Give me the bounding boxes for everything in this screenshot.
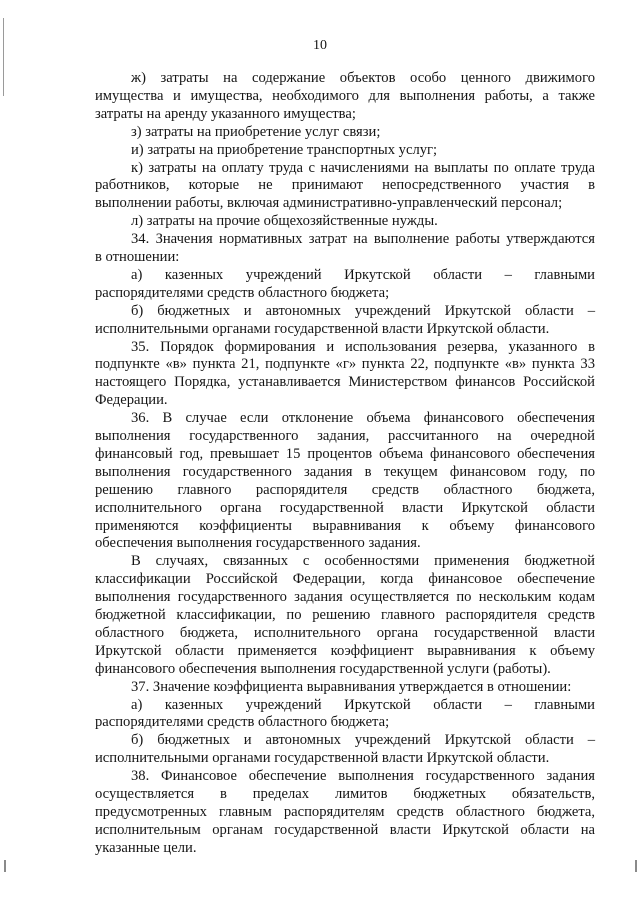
text-line: классификации Российской Федерации, когда финансовое обеспечение: [95, 571, 595, 588]
text-line: 35. Порядок формирования и использования резерва, указанного в: [131, 338, 595, 355]
text-line: л) затраты на прочие общехозяйственные нужды.: [131, 213, 438, 230]
text-line: ж) затраты на содержание объектов особо ценного движимого: [131, 70, 595, 86]
text-line: исполнительного органа государственной власти Иркутской области: [95, 499, 595, 516]
text-line: Иркутской области применяется коэффициент выравнивания к объему: [95, 642, 595, 659]
text-line: з) затраты на приобретение услуг связи;: [131, 123, 381, 140]
text-line: распорядителями средств областного бюджета;: [95, 284, 390, 301]
text-line: выполнения государственного задания, рассчитанного на очередной: [95, 428, 595, 444]
text-line: 37. Значение коэффициента выравнивания утверждается в отношении:: [131, 678, 572, 695]
text-line: 36. В случае если отклонение объема финансового обеспечения: [131, 410, 595, 427]
text-line: к) затраты на оплату труда с начислениями на выплаты по оплате труда: [131, 159, 595, 176]
text-line: работников, которые не принимают непосредственного участия в: [95, 177, 595, 194]
scan-edge-mark-left: [4, 860, 6, 872]
text-line: б) бюджетных и автономных учреждений Иркутской области –: [131, 302, 595, 319]
text-line: финансовый год, превышает 15 процентов объема финансового обеспечения: [95, 445, 595, 462]
text-line: выполнения государственного задания осуществляется по нескольким кодам: [95, 589, 595, 606]
text-line: затраты на аренду указанного имущества;: [95, 105, 356, 122]
text-line: а) казенных учреждений Иркутской области – главными: [131, 696, 595, 713]
text-line: решению главного распорядителя средств областного бюджета,: [95, 481, 595, 498]
text-line: имущества и имущества, необходимого для выполнения работы, а также: [95, 87, 595, 104]
page-number: 10: [313, 38, 327, 53]
text-line: обеспечения выполнения государственного задания.: [95, 535, 421, 552]
text-line: осуществляется в пределах лимитов бюджетных обязательств,: [95, 786, 595, 802]
text-line: исполнительным органам государственной власти Иркутской области на: [95, 821, 595, 838]
scan-edge-mark-right: [635, 860, 637, 872]
text-line: В случаях, связанных с особенностями применения бюджетной: [131, 553, 595, 570]
text-line: предусмотренных главным распорядителям средств областного бюджета,: [95, 803, 595, 820]
text-line: настоящего Порядка, устанавливается Министерством финансов Российской: [95, 374, 595, 391]
scan-edge-line: [3, 18, 4, 96]
text-line: а) казенных учреждений Иркутской области – главными: [131, 266, 595, 283]
text-line: 38. Финансовое обеспечение выполнения государственного задания: [131, 768, 595, 785]
text-line: исполнительными органами государственной власти Иркутской области.: [95, 750, 550, 767]
text-line: распорядителями средств областного бюджета;: [95, 714, 390, 731]
text-line: и) затраты на приобретение транспортных услуг;: [131, 141, 438, 158]
text-line: применяются коэффициенты выравнивания к объему финансового: [95, 517, 595, 534]
text-line: областного бюджета, исполнительного органа государственной власти: [95, 624, 595, 641]
text-line: исполнительными органами государственной власти Иркутской области.: [95, 320, 550, 337]
text-line: б) бюджетных и автономных учреждений Иркутской области –: [131, 732, 595, 749]
text-line: бюджетной классификации, по решению главного распорядителя средств: [95, 607, 595, 623]
text-line: выполнения государственного задания в текущем финансовом году, по: [95, 463, 595, 480]
text-line: подпункте «в» пункта 21, подпункте «г» пункта 22, подпункте «в» пункта 33: [95, 356, 595, 373]
text-line: в отношении:: [95, 249, 180, 265]
text-line: Федерации.: [95, 392, 168, 409]
text-line: финансового обеспечения выполнения государственной услуги (работы).: [95, 660, 551, 677]
text-line: 34. Значения нормативных затрат на выполнение работы утверждаются: [131, 231, 595, 248]
text-line: выполнении работы, включая административно-управленческий персонал;: [95, 195, 563, 212]
text-line: указанные цели.: [95, 839, 197, 856]
